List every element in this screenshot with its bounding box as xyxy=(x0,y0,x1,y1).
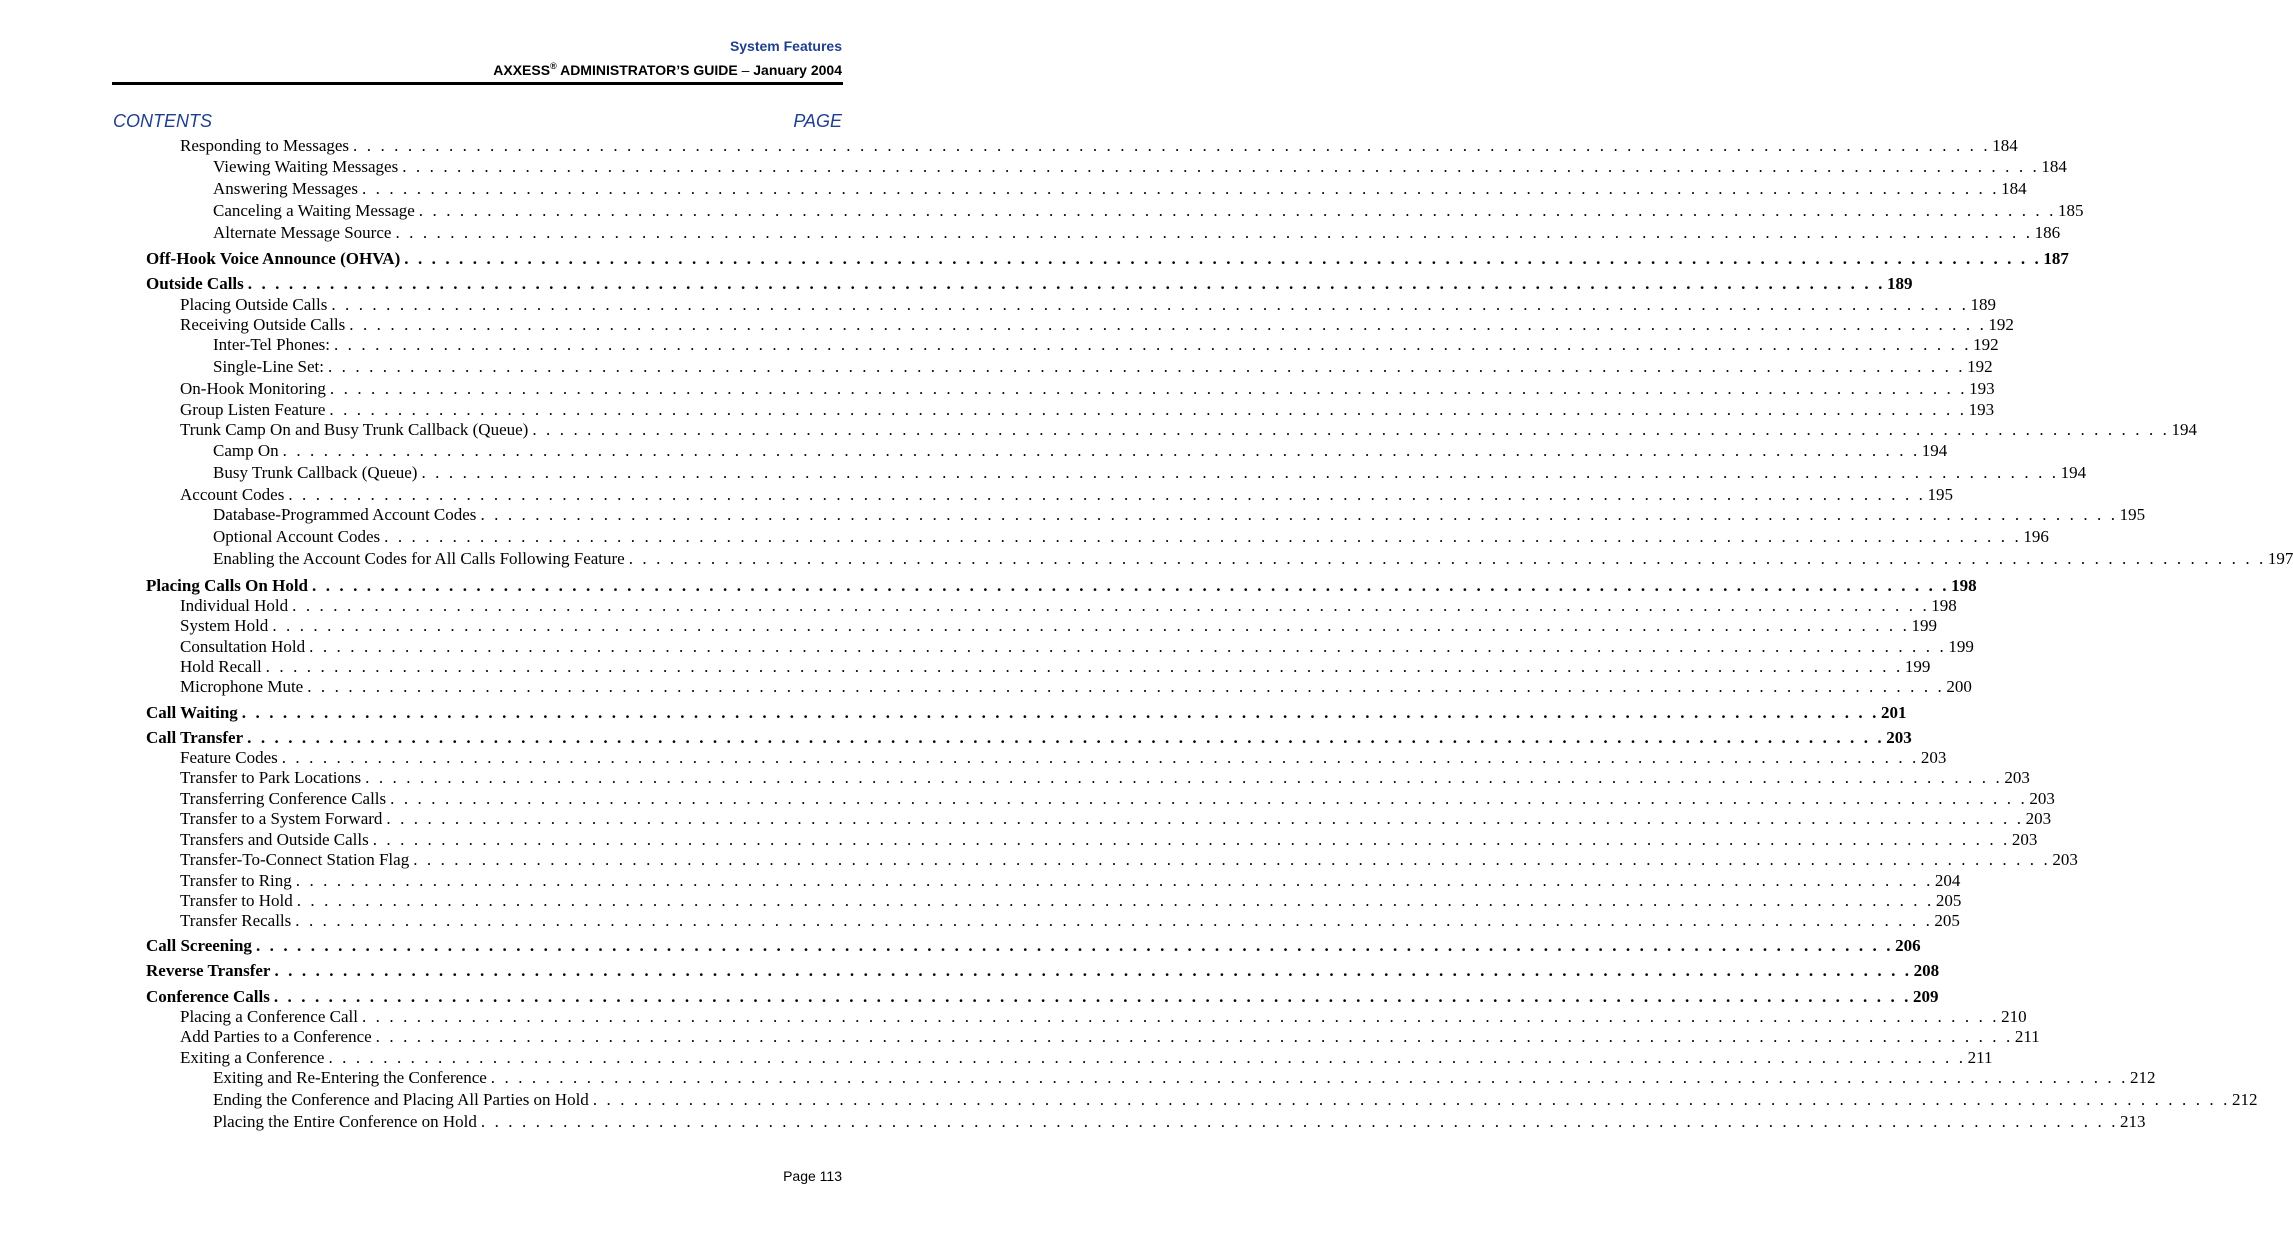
toc-entry-label: Ending the Conference and Placing All Parties on Hold xyxy=(213,1090,589,1109)
toc-leader-dots: . . . . . . . . . . . . . . . . . . . . . . . . . . . . . . . . . . . . . . . . . . . . . . . . . . . . . . . . . . . . . . . . . . . . . . . . . . . . . . . . . . . . . . . . . . . . . . . . . . . . . . . . . . . . . . . . . . . . . . . . xyxy=(312,576,1950,595)
toc-entry-label: Placing the Entire Conference on Hold xyxy=(213,1112,477,1131)
toc-entry-page: 210 xyxy=(2001,1007,2027,1026)
toc-entry-label: Responding to Messages xyxy=(180,136,350,155)
toc-leader-dots: . . . . . . . . . . . . . . . . . . . . . . . . . . . . . . . . . . . . . . . . . . . . . . . . . . . . . . . . . . . . . . . . . . . . . . . . . . . . . . . . . . . . . . . . . . . . . . . . . . . . . . . . . . . . . . . . . . . . . . . . xyxy=(365,768,2003,787)
toc-entry[interactable] xyxy=(146,249,2069,269)
toc-entry-label: Group Listen Feature xyxy=(180,400,326,419)
toc-leader-dots: . . . . . . . . . . . . . . . . . . . . . . . . . . . . . . . . . . . . . . . . . . . . . . . . . . . . . . . . . . . . . . . . . . . . . . . . . . . . . . . . . . . . . . . . . . . . . . . . . . . . . . . . . . . . . . . . . . . . . . . . xyxy=(265,657,1903,676)
toc-leader-dots: . . . . . . . . . . . . . . . . . . . . . . . . . . . . . . . . . . . . . . . . . . . . . . . . . . . . . . . . . . . . . . . . . . . . . . . . . . . . . . . . . . . . . . . . . . . . . . . . . . . . . . . . . . . . . . . . . . . . . . . . xyxy=(480,1112,2119,1131)
toc-entry-label: Placing Calls On Hold xyxy=(146,576,308,595)
toc-entry[interactable] xyxy=(213,223,2061,243)
toc-entry[interactable] xyxy=(213,1112,2146,1132)
toc-entry[interactable] xyxy=(180,677,1972,697)
toc-entry-label: Call Transfer xyxy=(146,728,244,747)
toc-entry[interactable] xyxy=(213,527,2049,547)
toc-leader-dots: . . . . . . . . . . . . . . . . . . . . . . . . . . . . . . . . . . . . . . . . . . . . . . . . . . . . . . . . . . . . . . . . . . . . . . . . . . . . . . . . . . . . . . . . . . . . . . . . . . . . . . . . . . . . . . . . . . . . . . . . xyxy=(292,596,1930,615)
toc-entry-label: Consultation Hold xyxy=(180,637,306,656)
toc-entry-label: Transfers and Outside Calls xyxy=(180,830,369,849)
guide-date: January 2004 xyxy=(749,62,842,78)
toc-entry-page: 192 xyxy=(1988,315,2014,334)
toc-leader-dots: . . . . . . . . . . . . . . . . . . . . . . . . . . . . . . . . . . . . . . . . . . . . . . . . . . . . . . . . . . . . . . . . . . . . . . . . . . . . . . . . . . . . . . . . . . . . . . . . . . . . . . . . . . . . . . . . . . . . . . . . xyxy=(404,249,2042,268)
registered-mark: ® xyxy=(550,61,557,71)
toc-entry[interactable] xyxy=(180,830,2038,850)
toc-leader-dots: . . . . . . . . . . . . . . . . . . . . . . . . . . . . . . . . . . . . . . . . . . . . . . . . . . . . . . . . . . . . . . . . . . . . . . . . . . . . . . . . . . . . . . . . . . . . . . . . . . . . . . . . . . . . . . . . . . . . . . . . xyxy=(375,1027,2013,1046)
toc-entry[interactable] xyxy=(180,616,1937,636)
toc-entry-page: 206 xyxy=(1895,936,1921,955)
toc-entry-page: 184 xyxy=(1992,136,2018,155)
toc-entry-label: Database-Programmed Account Codes xyxy=(213,505,477,524)
toc-entry-page: 203 xyxy=(1920,748,1947,767)
toc-entry-page: 197 xyxy=(2267,549,2293,568)
toc-entry[interactable] xyxy=(180,871,1961,891)
toc-entry[interactable] xyxy=(146,274,1913,294)
toc-entry-page: 200 xyxy=(1946,677,1972,696)
toc-entry-label: Transfer Recalls xyxy=(180,911,292,930)
toc-entry[interactable] xyxy=(180,1007,2027,1027)
toc-leader-dots: . . . . . . . . . . . . . . . . . . . . . . . . . . . . . . . . . . . . . . . . . . . . . . . . . . . . . . . . . . . . . . . . . . . . . . . . . . . . . . . . . . . . . . . . . . . . . . . . . . . . . . . . . . . . . . . . . . . . . . . . xyxy=(309,637,1947,656)
toc-entry[interactable] xyxy=(213,463,2087,483)
toc-leader-dots: . . . . . . . . . . . . . . . . . . . . . . . . . . . . . . . . . . . . . . . . . . . . . . . . . . . . . . . . . . . . . . . . . . . . . . . . . . . . . . . . . . . . . . . . . . . . . . . . . . . . . . . . . . . . . . . . . . . . . . . . xyxy=(273,987,1912,1006)
toc-entry[interactable] xyxy=(180,1048,1993,1068)
toc-entry-label: Inter-Tel Phones: xyxy=(213,335,330,354)
toc-entry-label: Transfer to a System Forward xyxy=(180,809,383,828)
toc-entry[interactable] xyxy=(213,157,2067,177)
toc-entry-label: Feature Codes xyxy=(180,748,278,767)
toc-entry[interactable] xyxy=(180,485,1953,505)
toc-entry-page: 204 xyxy=(1934,871,1961,890)
toc-entry[interactable] xyxy=(213,357,1993,377)
toc-leader-dots: . . . . . . . . . . . . . . . . . . . . . . . . . . . . . . . . . . . . . . . . . . . . . . . . . . . . . . . . . . . . . . . . . . . . . . . . . . . . . . . . . . . . . . . . . . . . . . . . . . . . . . . . . . . . . . . . . . . . . . . . xyxy=(247,728,1885,747)
toc-entry-label: Single-Line Set: xyxy=(213,357,324,376)
toc-entry-page: 187 xyxy=(2043,249,2069,268)
toc-entry[interactable] xyxy=(180,891,1962,911)
toc-entry[interactable] xyxy=(146,936,1921,956)
toc-entry[interactable] xyxy=(180,379,1995,399)
toc-leader-dots: . . . . . . . . . . . . . . . . . . . . . . . . . . . . . . . . . . . . . . . . . . . . . . . . . . . . . . . . . . . . . . . . . . . . . . . . . . . . . . . . . . . . . . . . . . . . . . . . . . . . . . . . . . . . . . . . . . . . . . . . xyxy=(361,179,2000,198)
toc-leader-dots: . . . . . . . . . . . . . . . . . . . . . . . . . . . . . . . . . . . . . . . . . . . . . . . . . . . . . . . . . . . . . . . . . . . . . . . . . . . . . . . . . . . . . . . . . . . . . . . . . . . . . . . . . . . . . . . . . . . . . . . . xyxy=(480,505,2118,524)
toc-leader-dots: . . . . . . . . . . . . . . . . . . . . . . . . . . . . . . . . . . . . . . . . . . . . . . . . . . . . . . . . . . . . . . . . . . . . . . . . . . . . . . . . . . . . . . . . . . . . . . . . . . . . . . . . . . . . . . . . . . . . . . . . xyxy=(329,400,1967,419)
toc-entry-page: 212 xyxy=(2129,1068,2156,1087)
toc-entry[interactable] xyxy=(213,201,2084,221)
toc-entry-page: 184 xyxy=(2041,157,2067,176)
toc-entry[interactable] xyxy=(180,315,2014,335)
toc-entry-label: Placing a Conference Call xyxy=(180,1007,358,1026)
toc-entry[interactable] xyxy=(180,789,2055,809)
toc-entry[interactable] xyxy=(180,400,1995,420)
toc-entry-page: 189 xyxy=(1970,295,1996,314)
toc-entry-page: 211 xyxy=(1967,1048,1993,1067)
toc-entry[interactable] xyxy=(213,1090,2258,1110)
toc-entry-page: 198 xyxy=(1931,596,1957,615)
toc-entry-label: Call Waiting xyxy=(146,703,238,722)
toc-entry-label: Camp On xyxy=(213,441,279,460)
toc-leader-dots: . . . . . . . . . . . . . . . . . . . . . . . . . . . . . . . . . . . . . . . . . . . . . . . . . . . . . . . . . . . . . . . . . . . . . . . . . . . . . . . . . . . . . . . . . . . . . . . . . . . . . . . . . . . . . . . . . . . . . . . . xyxy=(413,850,2051,869)
toc-entry-page: 205 xyxy=(1935,891,1962,910)
toc-entry[interactable] xyxy=(180,596,1957,616)
toc-leader-dots: . . . . . . . . . . . . . . . . . . . . . . . . . . . . . . . . . . . . . . . . . . . . . . . . . . . . . . . . . . . . . . . . . . . . . . . . . . . . . . . . . . . . . . . . . . . . . . . . . . . . . . . . . . . . . . . . . . . . . . . . xyxy=(333,335,1972,354)
toc-entry-page: 185 xyxy=(2057,201,2084,220)
toc-entry-page: 203 xyxy=(2011,830,2038,849)
toc-entry-page: 203 xyxy=(1886,728,1912,747)
toc-leader-dots: . . . . . . . . . . . . . . . . . . . . . . . . . . . . . . . . . . . . . . . . . . . . . . . . . . . . . . . . . . . . . . . . . . . . . . . . . . . . . . . . . . . . . . . . . . . . . . . . . . . . . . . . . . . . . . . . . . . . . . . . xyxy=(395,223,2033,242)
toc-entry-label: Microphone Mute xyxy=(180,677,304,696)
toc-entry-page: 198 xyxy=(1951,576,1977,595)
toc-leader-dots: . . . . . . . . . . . . . . . . . . . . . . . . . . . . . . . . . . . . . . . . . . . . . . . . . . . . . . . . . . . . . . . . . . . . . . . . . . . . . . . . . . . . . . . . . . . . . . . . . . . . . . . . . . . . . . . . . . . . . . . . xyxy=(241,703,1879,722)
toc-entry-label: Call Screening xyxy=(146,936,252,955)
toc-leader-dots: . . . . . . . . . . . . . . . . . . . . . . . . . . . . . . . . . . . . . . . . . . . . . . . . . . . . . . . . . . . . . . . . . . . . . . . . . . . . . . . . . . . . . . . . . . . . . . . . . . . . . . . . . . . . . . . . . . . . . . . . xyxy=(390,789,2028,808)
toc-leader-dots: . . . . . . . . . . . . . . . . . . . . . . . . . . . . . . . . . . . . . . . . . . . . . . . . . . . . . . . . . . . . . . . . . . . . . . . . . . . . . . . . . . . . . . . . . . . . . . . . . . . . . . . . . . . . . . . . . . . . . . . . xyxy=(361,1007,2000,1026)
toc-entry-page: 208 xyxy=(1913,961,1940,980)
toc-entry-label: Conference Calls xyxy=(146,987,270,1006)
toc-entry-label: Transfer to Park Locations xyxy=(180,768,362,787)
toc-entry-page: 203 xyxy=(2052,850,2078,869)
page-column-label: PAGE xyxy=(793,111,842,131)
toc-entry-label: Outside Calls xyxy=(146,274,244,293)
toc-entry-label: Placing Outside Calls xyxy=(180,295,328,314)
toc-leader-dots: . . . . . . . . . . . . . . . . . . . . . . . . . . . . . . . . . . . . . . . . . . . . . . . . . . . . . . . . . . . . . . . . . . . . . . . . . . . . . . . . . . . . . . . . . . . . . . . . . . . . . . . . . . . . . . . . . . . . . . . . xyxy=(255,936,1894,955)
toc-entry-page: 194 xyxy=(1921,441,1948,460)
toc-entry[interactable] xyxy=(213,549,2293,569)
toc-entry-label: Hold Recall xyxy=(180,657,262,676)
toc-leader-dots: . . . . . . . . . . . . . . . . . . . . . . . . . . . . . . . . . . . . . . . . . . . . . . . . . . . . . . . . . . . . . . . . . . . . . . . . . . . . . . . . . . . . . . . . . . . . . . . . . . . . . . . . . . . . . . . . . . . . . . . . xyxy=(628,549,2266,568)
toc-entry-label: Transfer to Ring xyxy=(180,871,292,890)
toc-entry-page: 184 xyxy=(2001,179,2027,198)
toc-entry-label: Exiting and Re-Entering the Conference xyxy=(213,1068,487,1087)
toc-entry[interactable] xyxy=(146,703,1907,723)
toc-entry-page: 213 xyxy=(2120,1112,2146,1131)
toc-entry[interactable] xyxy=(180,295,1996,315)
toc-entry-page: 199 xyxy=(1948,637,1974,656)
toc-entry-label: Busy Trunk Callback (Queue) xyxy=(213,463,418,482)
toc-leader-dots: . . . . . . . . . . . . . . . . . . . . . . . . . . . . . . . . . . . . . . . . . . . . . . . . . . . . . . . . . . . . . . . . . . . . . . . . . . . . . . . . . . . . . . . . . . . . . . . . . . . . . . . . . . . . . . . . . . . . . . . . xyxy=(331,295,1969,314)
toc-entry-label: Transfer-To-Connect Station Flag xyxy=(180,850,410,869)
toc-leader-dots: . . . . . . . . . . . . . . . . . . . . . . . . . . . . . . . . . . . . . . . . . . . . . . . . . . . . . . . . . . . . . . . . . . . . . . . . . . . . . . . . . . . . . . . . . . . . . . . . . . . . . . . . . . . . . . . . . . . . . . . . xyxy=(274,961,1912,980)
toc-entry-label: Enabling the Account Codes for All Calls Following Feature xyxy=(213,549,625,568)
toc-entry[interactable] xyxy=(180,809,2052,829)
toc-entry-page: 203 xyxy=(2025,809,2052,828)
toc-entry-label: Viewing Waiting Messages xyxy=(213,157,399,176)
toc-leader-dots: . . . . . . . . . . . . . . . . . . . . . . . . . . . . . . . . . . . . . . . . . . . . . . . . . . . . . . . . . . . . . . . . . . . . . . . . . . . . . . . . . . . . . . . . . . . . . . . . . . . . . . . . . . . . . . . . . . . . . . . . xyxy=(307,677,1945,696)
toc-entry-label: Transferring Conference Calls xyxy=(180,789,387,808)
toc-entry[interactable] xyxy=(180,637,1974,657)
toc-entry-page: 199 xyxy=(1904,657,1931,676)
toc-leader-dots: . . . . . . . . . . . . . . . . . . . . . . . . . . . . . . . . . . . . . . . . . . . . . . . . . . . . . . . . . . . . . . . . . . . . . . . . . . . . . . . . . . . . . . . . . . . . . . . . . . . . . . . . . . . . . . . . . . . . . . . . xyxy=(295,911,1933,930)
toc-entry[interactable] xyxy=(213,505,2146,525)
toc-entry-label: Transfer to Hold xyxy=(180,891,293,910)
toc-entry[interactable] xyxy=(180,420,2197,440)
toc-entry-label: Exiting a Conference xyxy=(180,1048,325,1067)
toc-leader-dots: . . . . . . . . . . . . . . . . . . . . . . . . . . . . . . . . . . . . . . . . . . . . . . . . . . . . . . . . . . . . . . . . . . . . . . . . . . . . . . . . . . . . . . . . . . . . . . . . . . . . . . . . . . . . . . . . . . . . . . . . xyxy=(272,616,1910,635)
toc-entry-label: Answering Messages xyxy=(213,179,358,198)
guide-brand: AXXESS xyxy=(493,62,551,78)
footer-page-number: Page 113 xyxy=(783,1168,842,1184)
toc-entry[interactable] xyxy=(180,136,2018,156)
toc-entry[interactable] xyxy=(213,1068,2156,1088)
toc-entry-page: 196 xyxy=(2023,527,2049,546)
toc-entry-page: 203 xyxy=(2004,768,2030,787)
toc-entry-page: 199 xyxy=(1911,616,1937,635)
toc-entry-page: 193 xyxy=(1968,400,1995,419)
toc-entry-page: 205 xyxy=(1934,911,1960,930)
toc-leader-dots: . . . . . . . . . . . . . . . . . . . . . . . . . . . . . . . . . . . . . . . . . . . . . . . . . . . . . . . . . . . . . . . . . . . . . . . . . . . . . . . . . . . . . . . . . . . . . . . . . . . . . . . . . . . . . . . . . . . . . . . . xyxy=(349,315,1987,334)
toc-entry[interactable] xyxy=(213,441,1948,461)
toc-entry-page: 211 xyxy=(2014,1027,2040,1046)
toc-entry-label: Reverse Transfer xyxy=(146,961,271,980)
toc-leader-dots: . . . . . . . . . . . . . . . . . . . . . . . . . . . . . . . . . . . . . . . . . . . . . . . . . . . . . . . . . . . . . . . . . . . . . . . . . . . . . . . . . . . . . . . . . . . . . . . . . . . . . . . . . . . . . . . . . . . . . . . . xyxy=(282,441,1920,460)
toc-entry[interactable] xyxy=(180,748,1947,768)
toc-entry-label: Optional Account Codes xyxy=(213,527,381,546)
toc-leader-dots: . . . . . . . . . . . . . . . . . . . . . . . . . . . . . . . . . . . . . . . . . . . . . . . . . . . . . . . . . . . . . . . . . . . . . . . . . . . . . . . . . . . . . . . . . . . . . . . . . . . . . . . . . . . . . . . . . . . . . . . . xyxy=(402,157,2040,176)
toc-leader-dots: . . . . . . . . . . . . . . . . . . . . . . . . . . . . . . . . . . . . . . . . . . . . . . . . . . . . . . . . . . . . . . . . . . . . . . . . . . . . . . . . . . . . . . . . . . . . . . . . . . . . . . . . . . . . . . . . . . . . . . . . xyxy=(327,357,1966,376)
toc-leader-dots: . . . . . . . . . . . . . . . . . . . . . . . . . . . . . . . . . . . . . . . . . . . . . . . . . . . . . . . . . . . . . . . . . . . . . . . . . . . . . . . . . . . . . . . . . . . . . . . . . . . . . . . . . . . . . . . . . . . . . . . . xyxy=(288,485,1926,504)
toc-entry[interactable] xyxy=(146,987,1939,1007)
toc-entry-label: Off-Hook Voice Announce (OHVA) xyxy=(146,249,401,268)
toc-entry[interactable] xyxy=(146,961,1940,981)
toc-leader-dots: . . . . . . . . . . . . . . . . . . . . . . . . . . . . . . . . . . . . . . . . . . . . . . . . . . . . . . . . . . . . . . . . . . . . . . . . . . . . . . . . . . . . . . . . . . . . . . . . . . . . . . . . . . . . . . . . . . . . . . . . xyxy=(281,748,1919,767)
toc-entry[interactable] xyxy=(180,911,1960,931)
toc-entry-page: 186 xyxy=(2034,223,2061,242)
toc-entry-page: 195 xyxy=(1927,485,1953,504)
header-section-title: System Features xyxy=(729,38,842,54)
toc-leader-dots: . . . . . . . . . . . . . . . . . . . . . . . . . . . . . . . . . . . . . . . . . . . . . . . . . . . . . . . . . . . . . . . . . . . . . . . . . . . . . . . . . . . . . . . . . . . . . . . . . . . . . . . . . . . . . . . . . . . . . . . . xyxy=(328,1048,1966,1067)
toc-entry-page: 194 xyxy=(2171,420,2197,439)
guide-dash: – xyxy=(741,62,750,78)
toc-leader-dots: . . . . . . . . . . . . . . . . . . . . . . . . . . . . . . . . . . . . . . . . . . . . . . . . . . . . . . . . . . . . . . . . . . . . . . . . . . . . . . . . . . . . . . . . . . . . . . . . . . . . . . . . . . . . . . . . . . . . . . . . xyxy=(418,201,2056,220)
toc-entry-label: Individual Hold xyxy=(180,596,289,615)
toc-leader-dots: . . . . . . . . . . . . . . . . . . . . . . . . . . . . . . . . . . . . . . . . . . . . . . . . . . . . . . . . . . . . . . . . . . . . . . . . . . . . . . . . . . . . . . . . . . . . . . . . . . . . . . . . . . . . . . . . . . . . . . . . xyxy=(247,274,1885,293)
toc-leader-dots: . . . . . . . . . . . . . . . . . . . . . . . . . . . . . . . . . . . . . . . . . . . . . . . . . . . . . . . . . . . . . . . . . . . . . . . . . . . . . . . . . . . . . . . . . . . . . . . . . . . . . . . . . . . . . . . . . . . . . . . . xyxy=(532,420,2170,439)
toc-entry[interactable] xyxy=(180,1027,2040,1047)
toc-leader-dots: . . . . . . . . . . . . . . . . . . . . . . . . . . . . . . . . . . . . . . . . . . . . . . . . . . . . . . . . . . . . . . . . . . . . . . . . . . . . . . . . . . . . . . . . . . . . . . . . . . . . . . . . . . . . . . . . . . . . . . . . xyxy=(329,379,1968,398)
contents-column-label: CONTENTS xyxy=(113,111,212,131)
toc-entry-page: 209 xyxy=(1913,987,1939,1006)
toc-leader-dots: . . . . . . . . . . . . . . . . . . . . . . . . . . . . . . . . . . . . . . . . . . . . . . . . . . . . . . . . . . . . . . . . . . . . . . . . . . . . . . . . . . . . . . . . . . . . . . . . . . . . . . . . . . . . . . . . . . . . . . . . xyxy=(421,463,2059,482)
toc-entry-page: 194 xyxy=(2060,463,2087,482)
toc-entry[interactable] xyxy=(180,850,2078,870)
guide-title: ADMINISTRATOR’S GUIDE xyxy=(556,62,742,78)
toc-entry-label: Account Codes xyxy=(180,485,285,504)
toc-entry-label: Alternate Message Source xyxy=(213,223,392,242)
toc-entry[interactable] xyxy=(213,335,1999,355)
toc-leader-dots: . . . . . . . . . . . . . . . . . . . . . . . . . . . . . . . . . . . . . . . . . . . . . . . . . . . . . . . . . . . . . . . . . . . . . . . . . . . . . . . . . . . . . . . . . . . . . . . . . . . . . . . . . . . . . . . . . . . . . . . . xyxy=(295,871,1933,890)
toc-entry-label: Trunk Camp On and Busy Trunk Callback (Queue) xyxy=(180,420,529,439)
toc-entry[interactable] xyxy=(213,179,2027,199)
toc-leader-dots: . . . . . . . . . . . . . . . . . . . . . . . . . . . . . . . . . . . . . . . . . . . . . . . . . . . . . . . . . . . . . . . . . . . . . . . . . . . . . . . . . . . . . . . . . . . . . . . . . . . . . . . . . . . . . . . . . . . . . . . . xyxy=(353,136,1991,155)
toc-entry-label: On-Hook Monitoring xyxy=(180,379,326,398)
toc-leader-dots: . . . . . . . . . . . . . . . . . . . . . . . . . . . . . . . . . . . . . . . . . . . . . . . . . . . . . . . . . . . . . . . . . . . . . . . . . . . . . . . . . . . . . . . . . . . . . . . . . . . . . . . . . . . . . . . . . . . . . . . . xyxy=(296,891,1934,910)
toc-entry-page: 201 xyxy=(1880,703,1907,722)
toc-entry[interactable] xyxy=(146,728,1912,748)
toc-entry-label: Canceling a Waiting Message xyxy=(213,201,415,220)
toc-entry-page: 193 xyxy=(1969,379,1995,398)
toc-leader-dots: . . . . . . . . . . . . . . . . . . . . . . . . . . . . . . . . . . . . . . . . . . . . . . . . . . . . . . . . . . . . . . . . . . . . . . . . . . . . . . . . . . . . . . . . . . . . . . . . . . . . . . . . . . . . . . . . . . . . . . . . xyxy=(386,809,2024,828)
toc-entry-page: 203 xyxy=(2029,789,2055,808)
toc-entry-page: 195 xyxy=(2119,505,2146,524)
toc-leader-dots: . . . . . . . . . . . . . . . . . . . . . . . . . . . . . . . . . . . . . . . . . . . . . . . . . . . . . . . . . . . . . . . . . . . . . . . . . . . . . . . . . . . . . . . . . . . . . . . . . . . . . . . . . . . . . . . . . . . . . . . . xyxy=(372,830,2010,849)
toc-entry-label: System Hold xyxy=(180,616,269,635)
toc-entry-page: 212 xyxy=(2231,1090,2258,1109)
toc-entry[interactable] xyxy=(180,768,2030,788)
toc-entry-page: 192 xyxy=(1973,335,1999,354)
toc-leader-dots: . . . . . . . . . . . . . . . . . . . . . . . . . . . . . . . . . . . . . . . . . . . . . . . . . . . . . . . . . . . . . . . . . . . . . . . . . . . . . . . . . . . . . . . . . . . . . . . . . . . . . . . . . . . . . . . . . . . . . . . . xyxy=(384,527,2022,546)
toc-entry[interactable] xyxy=(180,657,1931,677)
toc-entry-page: 192 xyxy=(1967,357,1993,376)
toc-leader-dots: . . . . . . . . . . . . . . . . . . . . . . . . . . . . . . . . . . . . . . . . . . . . . . . . . . . . . . . . . . . . . . . . . . . . . . . . . . . . . . . . . . . . . . . . . . . . . . . . . . . . . . . . . . . . . . . . . . . . . . . . xyxy=(592,1090,2230,1109)
toc-entry[interactable] xyxy=(146,576,1977,596)
toc-entry-label: Add Parties to a Conference xyxy=(180,1027,372,1046)
toc-entry-page: 189 xyxy=(1886,274,1913,293)
toc-entry-label: Receiving Outside Calls xyxy=(180,315,346,334)
toc-leader-dots: . . . . . . . . . . . . . . . . . . . . . . . . . . . . . . . . . . . . . . . . . . . . . . . . . . . . . . . . . . . . . . . . . . . . . . . . . . . . . . . . . . . . . . . . . . . . . . . . . . . . . . . . . . . . . . . . . . . . . . . . xyxy=(490,1068,2128,1087)
